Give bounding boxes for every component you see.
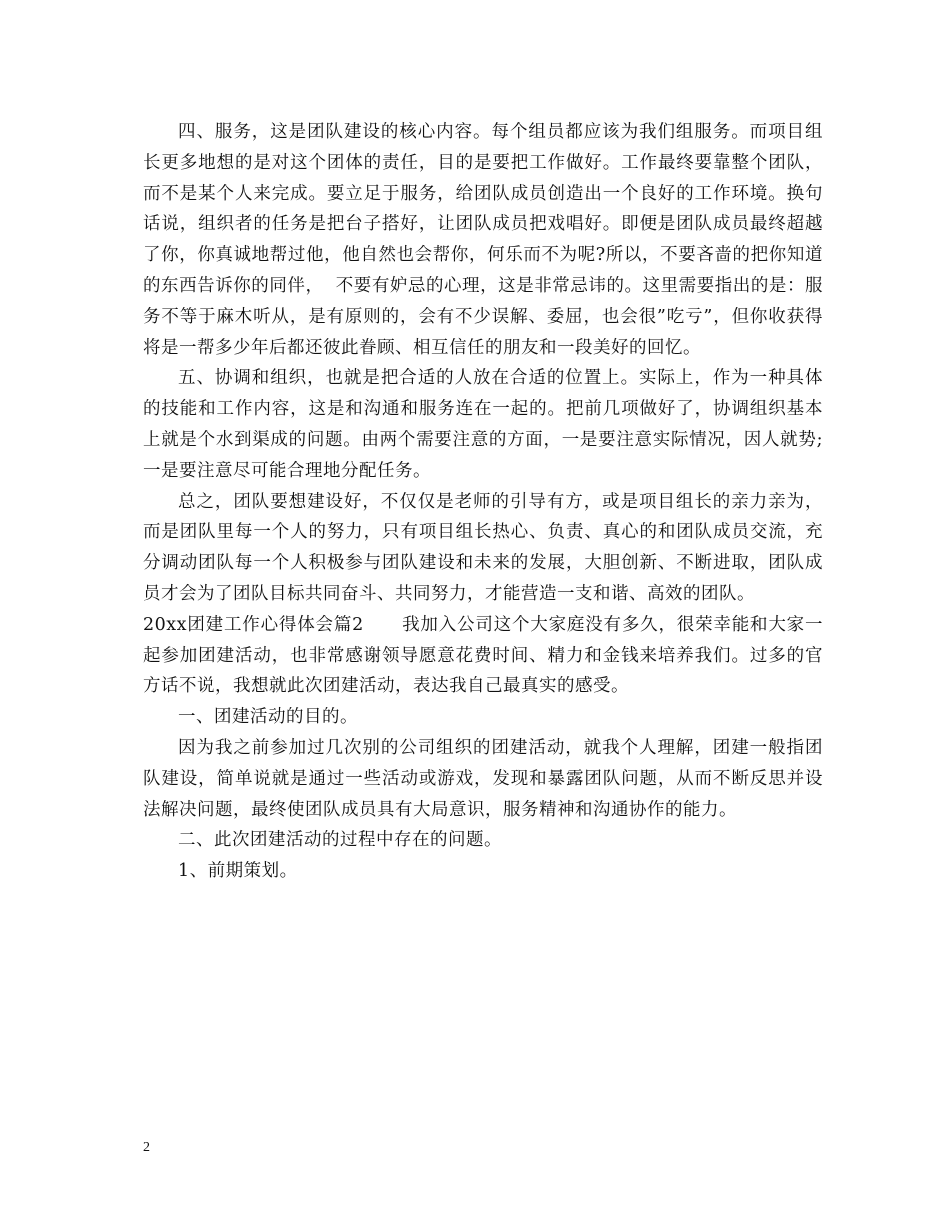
- page-number: 2: [143, 1140, 150, 1155]
- heading-problems: 二、此次团建活动的过程中存在的问题。: [178, 830, 502, 851]
- paragraph-summary: 总之，团队要想建设好，不仅仅是老师的引导有方，或是项目组长的亲力亲为，而是团队里每一个人的努力，只有项目组长热心、负责、真心的和团队成员交流，充分调动团队每一个人积极参与团队建设和未来的发展，大胆创新、不断进取，团队成员才会为了团队目标共同奋斗、共同努力，才能营造一支和谐、高效的团队。: [143, 491, 823, 604]
- paragraph-service: 四、服务，这是团队建设的核心内容。每个组员都应该为我们组服务。而项目组长更多地想的是对这个团体的责任，目的是要把工作做好。工作最终要靠整个团队，而不是某个人来完成。要立足于服务，给团队成员创造出一个良好的工作环境。换句话说，组织者的任务是把台子搭好，让团队成员把戏唱好。即便是团队成员最终超越了你，你真诚地帮过他，他自然也会帮你，何乐而不为呢?所以，不要吝啬的把你知道的东西告诉你的同伴， 不要有妒忌的心理，这是非常忌讳的。这里需要指出的是：服务不等于麻木听从，是有原则的，会有不少误解、委屈，也会很”吃亏”，但你收获得将是一帮多少年后都还彼此眷顾、相互信任的朋友和一段美好的回忆。: [143, 122, 823, 358]
- heading-planning: 1、前期策划。: [178, 861, 298, 882]
- paragraph-article-2-intro: 20xx团建工作心得体会篇2 我加入公司这个大家庭没有多久，很荣幸能和大家一起参加团建活动，也非常感谢领导愿意花费时间、精力和金钱来培养我们。过多的官方话不说，我想就此次团建活动，表达我自己最真实的感受。: [143, 614, 823, 697]
- paragraph-purpose: 因为我之前参加过几次别的公司组织的团建活动，就我个人理解，团建一般指团队建设，简单说就是通过一些活动或游戏，发现和暴露团队问题，从而不断反思并设法解决问题，最终使团队成员具有大局意识，服务精神和沟通协作的能力。: [143, 737, 823, 820]
- paragraph-coordination: 五、协调和组织，也就是把合适的人放在合适的位置上。实际上，作为一种具体的技能和工作内容，这是和沟通和服务连在一起的。把前几项做好了，协调组织基本上就是个水到渠成的问题。由两个需要注意的方面，一是要注意实际情况，因人就势;一是要注意尽可能合理地分配任务。: [143, 368, 823, 481]
- document-body: [143, 117, 823, 887]
- heading-purpose: 一、团建活动的目的。: [178, 707, 358, 728]
